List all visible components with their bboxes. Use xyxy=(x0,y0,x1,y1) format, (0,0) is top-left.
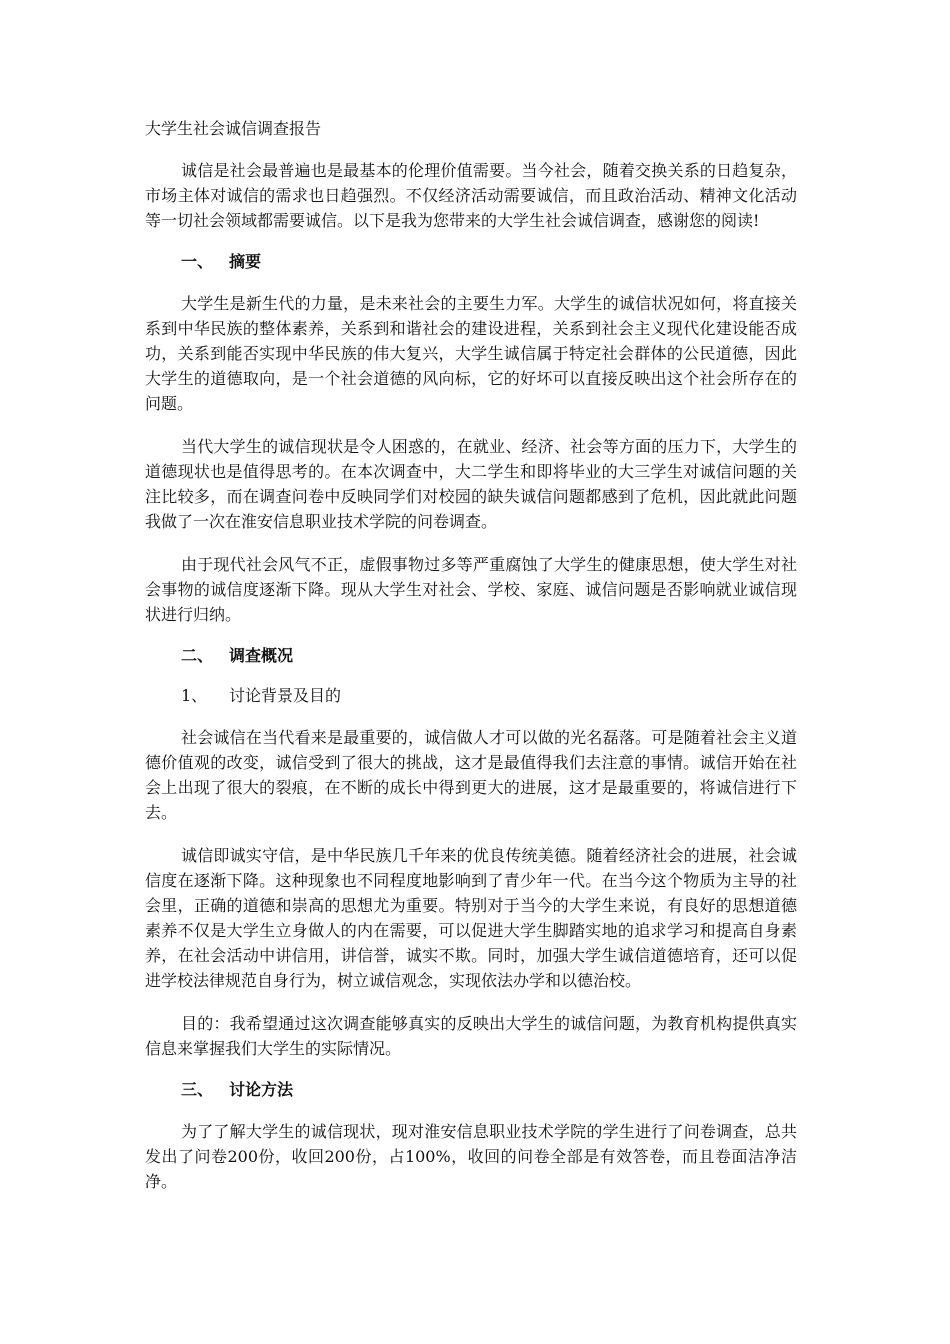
subsection-heading-background xyxy=(181,685,797,707)
overview-paragraph-3: 目的：我希望通过这次调查能够真实的反映出大学生的诚信问题，为教育机构提供真实信息来掌握我们大学生的实际情况。 xyxy=(145,1014,797,1058)
method-paragraph-1: 为了了解大学生的诚信现状，现对淮安信息职业技术学院的学生进行了问卷调查，总共发出了问卷200份，收回200份，占100%，收回的问卷全部是有效答卷，而且卷面洁净洁净。 xyxy=(145,1122,797,1191)
intro-paragraph: 诚信是社会最普遍也是最基本的伦理价值需要。当今社会，随着交换关系的日趋复杂，市场主体对诚信的需求也日趋强烈。不仅经济活动需要诚信，而且政治活动、精神文化活动等一切社会领域都需要诚信。以下是我为您带来的大学生社会诚信调查，感谢您的阅读! xyxy=(145,161,797,230)
overview-paragraph-2: 诚信即诚实守信，是中华民族几千年来的优良传统美德。随着经济社会的进展，社会诚信度在逐渐下降。这种现象也不同程度地影响到了青少年一代。在当今这个物质为主导的社会里，正确的道德和崇高的思想尤为重要。特别对于当今的大学生来说，有良好的思想道德素养不仅是大学生立身做人的内在需要，可以促进大学生脚踏实地的追求学习和提高自身素养，在社会活动中讲信用，讲信誉，诚实不欺。同时，加强大学生诚信道德培育，还可以促进学校法律规范自身行为，树立诚信观念，实现依法办学和以德治校。 xyxy=(145,846,797,990)
section-number: 一、 xyxy=(181,252,214,271)
section-title: 摘要 xyxy=(229,252,262,271)
subsection-number: 1、 xyxy=(181,686,208,705)
abstract-paragraph-1: 大学生是新生代的力量，是未来社会的主要生力军。大学生的诚信状况如何，将直接关系到中华民族的整体素养，关系到和谐社会的建设进程，关系到社会主义现代化建设能否成功，关系到能否实现中华民族的伟大复兴，大学生诚信属于特定社会群体的公民道德，因此大学生的道德取向，是一个社会道德的风向标，它的好坏可以直接反映出这个社会所存在的问题。 xyxy=(145,294,797,413)
abstract-paragraph-3: 由于现代社会风气不正，虚假事物过多等严重腐蚀了大学生的健康思想，使大学生对社会事物的诚信度逐渐下降。现从大学生对社会、学校、家庭、诚信问题是否影响就业诚信现状进行归纳。 xyxy=(145,555,797,624)
document-page xyxy=(145,118,797,1212)
abstract-paragraph-2: 当代大学生的诚信现状是令人困惑的，在就业、经济、社会等方面的压力下，大学生的道德现状也是值得思考的。在本次调查中，大二学生和即将毕业的大三学生对诚信问题的关注比较多，而在调查问卷中反映同学们对校园的缺失诚信问题都感到了危机，因此就此问题我做了一次在淮安信息职业技术学院的问卷调查。 xyxy=(145,437,797,531)
section-title: 调查概况 xyxy=(229,646,294,665)
section-number: 二、 xyxy=(181,646,214,665)
section-number: 三、 xyxy=(181,1080,214,1099)
section-heading-abstract xyxy=(181,251,797,273)
section-heading-method xyxy=(181,1079,797,1101)
section-heading-overview xyxy=(181,645,797,667)
section-title: 讨论方法 xyxy=(229,1080,294,1099)
overview-paragraph-1: 社会诚信在当代看来是最重要的，诚信做人才可以做的光名磊落。可是随着社会主义道德价值观的改变，诚信受到了很大的挑战，这才是最值得我们去注意的事情。诚信开始在社会上出现了很大的裂痕，在不断的成长中得到更大的进展，这才是最重要的，将诚信进行下去。 xyxy=(145,728,797,822)
document-title: 大学生社会诚信调查报告 xyxy=(145,119,322,138)
subsection-title: 讨论背景及目的 xyxy=(229,686,342,705)
